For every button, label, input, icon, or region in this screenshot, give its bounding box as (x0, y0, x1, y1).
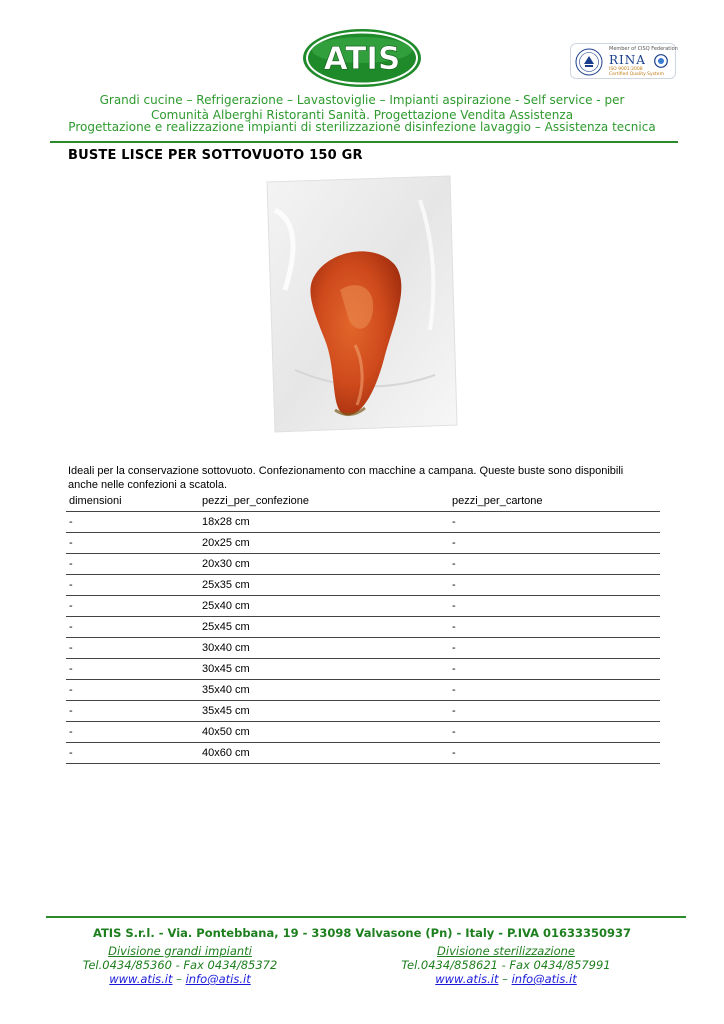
header-divider (50, 141, 678, 143)
header-pezzi-per-cartone: pezzi_per_cartone (452, 495, 543, 507)
cell-pezzi-per-cartone: - (449, 596, 660, 617)
table-row (66, 596, 660, 617)
cell-pezzi-per-cartone: - (449, 680, 660, 701)
footer-divider (46, 916, 686, 918)
cell-pezzi-per-cartone: - (449, 512, 660, 533)
iqnet-badge-icon (654, 54, 668, 68)
tagline-line-3: Progettazione e realizzazione impianti di sterilizzazione disinfezione lavaggio – Assistenza tecnica (68, 120, 656, 134)
cell-pezzi-per-confezione: 18x28 cm (199, 512, 449, 533)
cell-pezzi-per-cartone: - (449, 575, 660, 596)
website-link-right[interactable]: www.atis.it (435, 972, 499, 986)
separator: – (502, 972, 508, 986)
cisq-member-text: Member of CISQ Federation (609, 46, 678, 52)
email-link-left[interactable]: info@atis.it (185, 972, 251, 986)
cell-dimensioni: - (66, 575, 199, 596)
contact-phone-right: Tel.0434/858621 - Fax 0434/857991 (401, 958, 611, 972)
cell-pezzi-per-confezione: 25x35 cm (199, 575, 449, 596)
cell-pezzi-per-confezione: 20x30 cm (199, 554, 449, 575)
company-info: ATIS S.r.l. - Via. Pontebbana, 19 - 33098 Valvasone (Pn) - Italy - P.IVA 01633350937 (92, 926, 632, 940)
table-row (66, 554, 660, 575)
cell-pezzi-per-confezione: 30x40 cm (199, 638, 449, 659)
contact-phone-left: Tel.0434/85360 - Fax 0434/85372 (82, 958, 278, 972)
table-row (66, 680, 660, 701)
cell-pezzi-per-cartone: - (449, 638, 660, 659)
cell-pezzi-per-cartone: - (449, 701, 660, 722)
cell-pezzi-per-cartone: - (449, 533, 660, 554)
table-row (66, 701, 660, 722)
cell-dimensioni: - (66, 554, 199, 575)
table-row (66, 512, 660, 533)
cell-pezzi-per-confezione: 25x45 cm (199, 617, 449, 638)
logo-text: ATIS (323, 41, 401, 77)
email-link-right[interactable]: info@atis.it (511, 972, 577, 986)
rina-seal-icon (575, 48, 603, 76)
cell-dimensioni: - (66, 722, 199, 743)
header-dimensioni: dimensioni (69, 495, 122, 507)
table-row (66, 617, 660, 638)
cell-dimensioni: - (66, 680, 199, 701)
cell-dimensioni: - (66, 533, 199, 554)
spec-table (66, 491, 660, 764)
cell-dimensioni: - (66, 596, 199, 617)
cell-pezzi-per-cartone: - (449, 554, 660, 575)
table-row (66, 659, 660, 680)
table-row (66, 575, 660, 596)
footer-left (30, 944, 330, 986)
cell-pezzi-per-confezione: 40x50 cm (199, 722, 449, 743)
cell-pezzi-per-confezione: 40x60 cm (199, 743, 449, 764)
division-sterilizzazione: Divisione sterilizzazione (437, 944, 575, 958)
rina-brand: RINA (609, 53, 646, 67)
cell-pezzi-per-cartone: - (449, 617, 660, 638)
cell-pezzi-per-confezione: 35x40 cm (199, 680, 449, 701)
tagline-line-1: Grandi cucine – Refrigerazione – Lavastoviglie – Impianti aspirazione - Self service - per (99, 93, 625, 107)
cell-pezzi-per-cartone: - (449, 743, 660, 764)
table-header-row (66, 491, 660, 512)
atis-logo (302, 28, 422, 88)
iso-text: ISO 9001:2008 (609, 67, 643, 72)
separator: – (176, 972, 182, 986)
cell-dimensioni: - (66, 617, 199, 638)
header-pezzi-per-confezione: pezzi_per_confezione (202, 495, 310, 507)
footer-right (356, 944, 656, 986)
website-link-left[interactable]: www.atis.it (109, 972, 173, 986)
cell-dimensioni: - (66, 638, 199, 659)
cell-pezzi-per-cartone: - (449, 722, 660, 743)
cell-dimensioni: - (66, 701, 199, 722)
cell-pezzi-per-confezione: 20x25 cm (199, 533, 449, 554)
product-image (245, 170, 475, 445)
cell-pezzi-per-cartone: - (449, 659, 660, 680)
cell-pezzi-per-confezione: 35x45 cm (199, 701, 449, 722)
cell-dimensioni: - (66, 512, 199, 533)
product-description: Ideali per la conservazione sottovuoto. Confezionamento con macchine a campana. Queste buste sono disponibili anche nelle confezioni a scatola. (68, 465, 624, 491)
table-row (66, 533, 660, 554)
division-grandi-impianti: Divisione grandi impianti (108, 944, 252, 958)
cell-pezzi-per-confezione: 25x40 cm (199, 596, 449, 617)
cell-dimensioni: - (66, 659, 199, 680)
tagline-line-2: Comunità Alberghi Ristoranti Sanità. Progettazione Vendita Assistenza (150, 108, 574, 122)
table-row (66, 743, 660, 764)
table-row (66, 638, 660, 659)
table-row (66, 722, 660, 743)
cell-dimensioni: - (66, 743, 199, 764)
quality-system-text: Certified Quality System (609, 72, 664, 77)
cell-pezzi-per-confezione: 30x45 cm (199, 659, 449, 680)
rina-certification-badge (570, 43, 676, 79)
product-title: BUSTE LISCE PER SOTTOVUOTO 150 GR (68, 148, 363, 163)
